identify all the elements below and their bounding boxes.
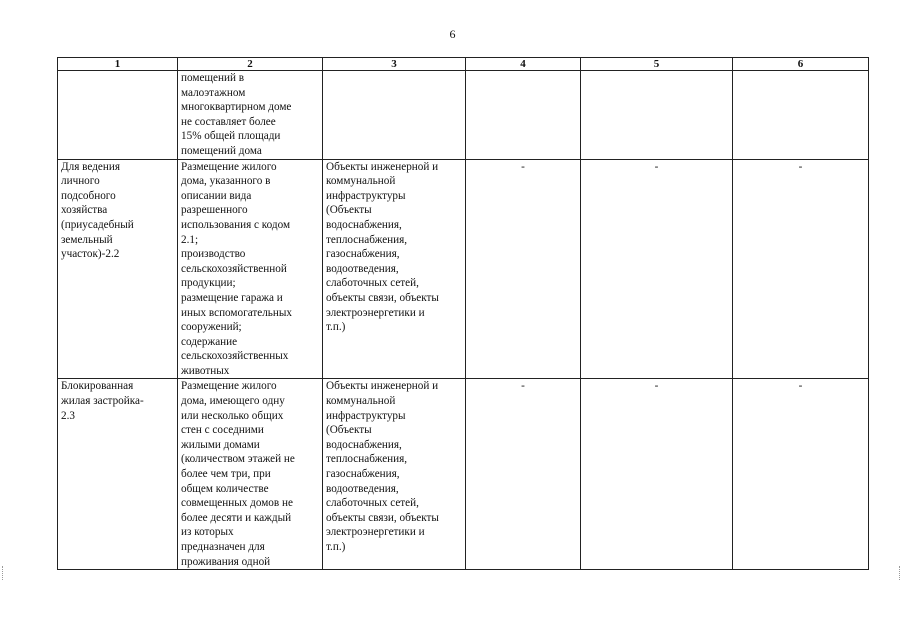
table-cell: - — [581, 159, 733, 379]
table-cell: Для ведения личного подсобного хозяйства (приусадебный земельный участок)-2.2 — [58, 159, 178, 379]
column-header: 1 — [58, 58, 178, 71]
page-number: 6 — [449, 27, 456, 41]
table-cell: Размещение жилого дома, указанного в описании вида разрешенного использования с кодом 2.1; производство сельскохозяйственной продукции; размещение гаража и иных вспомогательных сооружений; содержание сельскохозяйственных животных — [178, 159, 323, 379]
table-cell: - — [466, 379, 581, 570]
table-row — [58, 71, 869, 160]
table-cell — [733, 71, 869, 160]
table-cell — [323, 71, 466, 160]
table-cell: Блокированная жилая застройка- 2.3 — [58, 379, 178, 570]
column-header: 5 — [581, 58, 733, 71]
scan-margin-mark — [899, 566, 903, 580]
table-cell: - — [466, 159, 581, 379]
table-header-row — [58, 58, 869, 71]
table-cell: помещений в малоэтажном многоквартирном доме не составляет более 15% общей площади помещений дома — [178, 71, 323, 160]
column-header: 2 — [178, 58, 323, 71]
scan-margin-mark — [2, 566, 6, 580]
table-cell — [581, 71, 733, 160]
column-header: 6 — [733, 58, 869, 71]
column-header: 4 — [466, 58, 581, 71]
table-row — [58, 159, 869, 379]
table-cell: Объекты инженерной и коммунальной инфраструктуры (Объекты водоснабжения, теплоснабжения, газоснабжения, водоотведения, слаботочных сетей, объекты связи, объекты электроэнергетики и т.п.) — [323, 159, 466, 379]
table-cell: - — [733, 159, 869, 379]
table-cell: - — [733, 379, 869, 570]
table-cell: Размещение жилого дома, имеющего одну или несколько общих стен с соседними жилыми домами (количеством этажей не более чем три, при общем количестве совмещенных домов не более десяти и каждый из которых предназначен для проживания одной — [178, 379, 323, 570]
table-cell — [466, 71, 581, 160]
table-cell: Объекты инженерной и коммунальной инфраструктуры (Объекты водоснабжения, теплоснабжения, газоснабжения, водоотведения, слаботочных сетей, объекты связи, объекты электроэнергетики и т.п.) — [323, 379, 466, 570]
column-header: 3 — [323, 58, 466, 71]
table-cell: - — [581, 379, 733, 570]
table-cell — [58, 71, 178, 160]
land-use-table — [57, 57, 869, 570]
table-row — [58, 379, 869, 570]
